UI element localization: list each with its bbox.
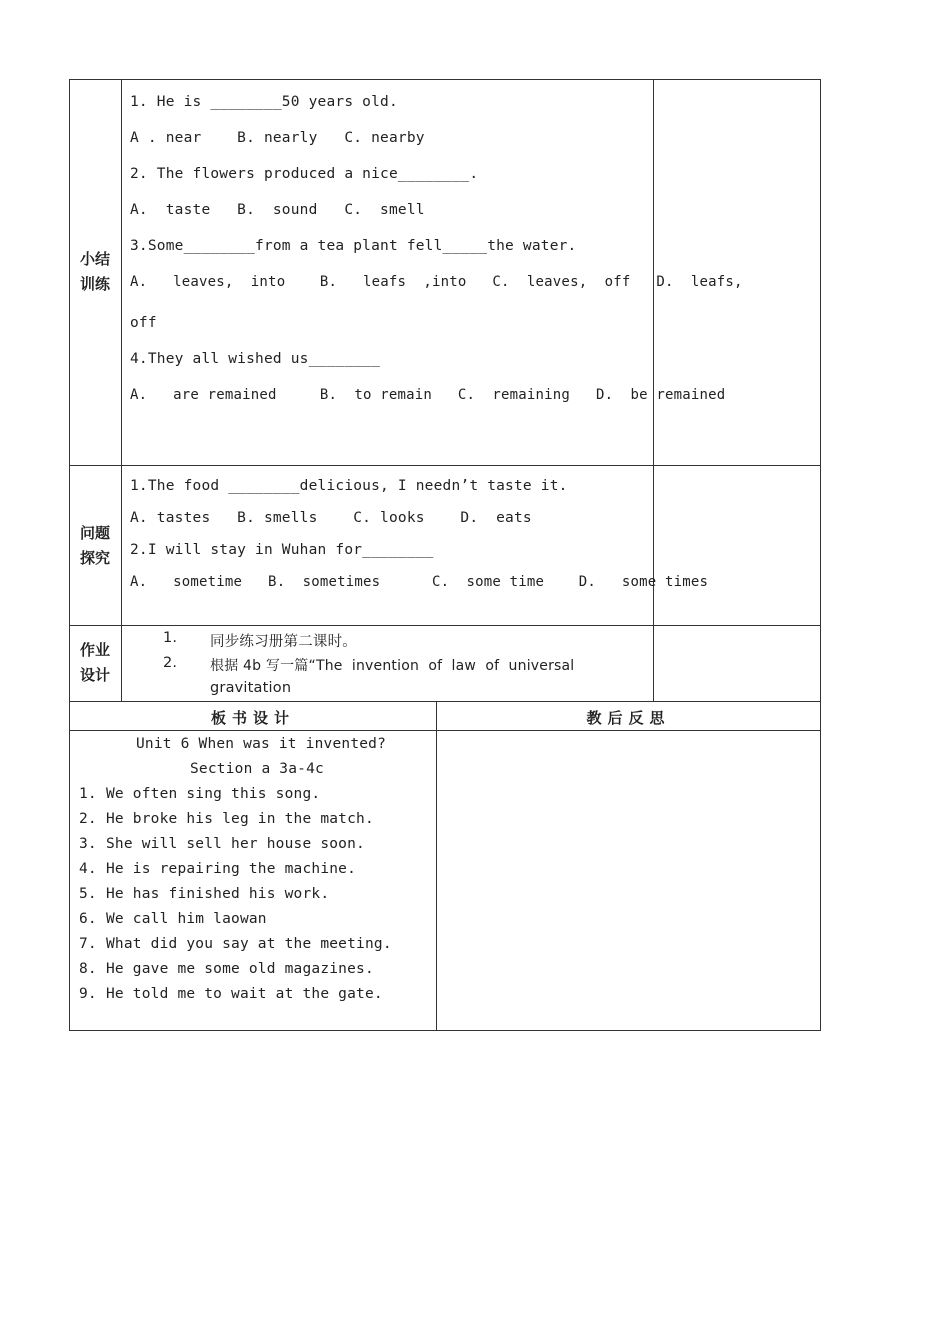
- s1-line-5: 3.Some________from a tea plant fell_____the water.: [130, 238, 577, 254]
- board-sentence-4-num: 4.: [79, 861, 97, 877]
- teaching-reflection-header: 教后反思: [586, 709, 671, 727]
- board-sentence-9: He told me to wait at the gate.: [106, 986, 383, 1002]
- table-row-divider-4: [69, 730, 821, 731]
- section-label-problem-inquiry: 问题 探究: [79, 524, 110, 567]
- table-row-divider-3: [69, 701, 821, 702]
- section-label-homework-design: 作业 设计: [79, 641, 110, 684]
- s3-item-1-text: 同步练习册第二课时。: [210, 634, 357, 650]
- s3-item-2-text: 根据 4b 写一篇“The invention of law of universal: [210, 658, 575, 674]
- board-sentence-2: He broke his leg in the match.: [106, 811, 374, 827]
- board-sentence-8: He gave me some old magazines.: [106, 961, 374, 977]
- board-sentence-1: We often sing this song.: [106, 786, 321, 802]
- s1-line-8: 4.They all wished us________: [130, 351, 381, 367]
- board-subtitle: Section a 3a-4c: [190, 761, 324, 777]
- s1-line-3: 2. The flowers produced a nice________.: [130, 166, 479, 182]
- board-title: Unit 6 When was it invented?: [136, 736, 387, 752]
- board-sentence-7-num: 7.: [79, 936, 97, 952]
- s1-line-7: off: [130, 315, 157, 331]
- s3-item-3-text: gravitation: [210, 680, 292, 696]
- board-sentence-3-num: 3.: [79, 836, 97, 852]
- board-sentence-4: He is repairing the machine.: [106, 861, 357, 877]
- board-sentence-1-num: 1.: [79, 786, 97, 802]
- s1-line-2: A . near B. nearly C. nearby: [130, 130, 425, 146]
- table-col-divider-1: [121, 79, 122, 702]
- board-sentence-8-num: 8.: [79, 961, 97, 977]
- board-sentence-5: He has finished his work.: [106, 886, 330, 902]
- board-sentence-9-num: 9.: [79, 986, 97, 1002]
- table-border-bottom: [69, 1030, 821, 1031]
- board-sentence-6-num: 6.: [79, 911, 97, 927]
- table-row-divider-1: [69, 465, 821, 466]
- board-sentence-2-num: 2.: [79, 811, 97, 827]
- s2-line-4: A. sometime B. sometimes C. some time D. some times: [130, 574, 709, 590]
- board-design-header: 板书设计: [210, 709, 295, 727]
- lower-col-divider: [436, 701, 437, 1031]
- s2-line-2: A. tastes B. smells C. looks D. eats: [130, 510, 532, 526]
- table-row-divider-2: [69, 625, 821, 626]
- s1-line-4: A. taste B. sound C. smell: [130, 202, 425, 218]
- table-border-top: [69, 79, 821, 80]
- board-sentence-5-num: 5.: [79, 886, 97, 902]
- board-sentence-6: We call him laowan: [106, 911, 267, 927]
- s1-line-6: A. leaves, into B. leafs ,into C. leaves, off D. leafs,: [130, 274, 743, 290]
- table-border-right: [820, 79, 821, 1031]
- s1-line-1: 1. He is ________50 years old.: [130, 94, 398, 110]
- s1-line-9: A. are remained B. to remain C. remaining D. be remained: [130, 387, 726, 403]
- s2-line-1: 1.The food ________delicious, I needn’t taste it.: [130, 478, 568, 494]
- board-sentence-3: She will sell her house soon.: [106, 836, 365, 852]
- s2-line-3: 2.I will stay in Wuhan for________: [130, 542, 434, 558]
- section-label-summary-practice: 小结 训练: [79, 250, 110, 293]
- s3-item-2-num: 2.: [163, 655, 178, 671]
- s3-item-1-num: 1.: [163, 630, 178, 646]
- board-sentence-7: What did you say at the meeting.: [106, 936, 392, 952]
